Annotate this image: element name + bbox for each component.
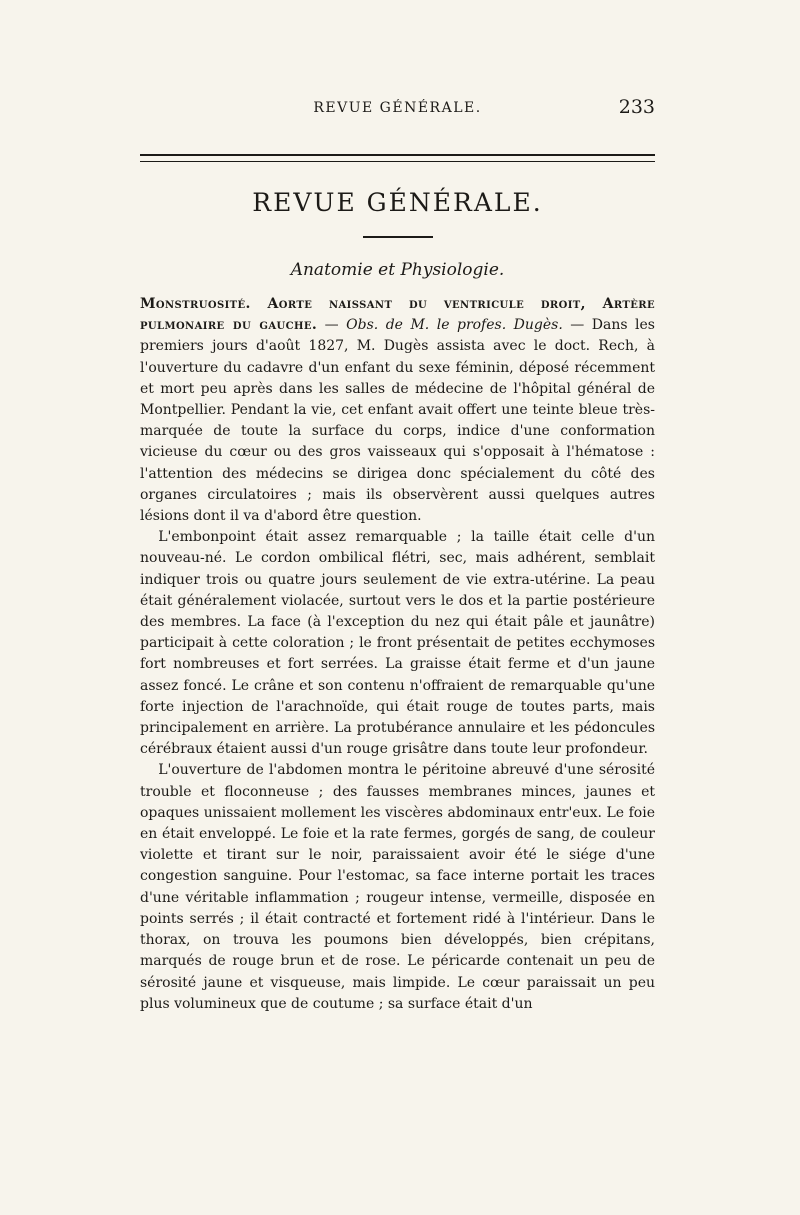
article-body: [140, 294, 655, 1015]
title-short-rule: [363, 236, 433, 238]
paragraph-1: [140, 294, 655, 527]
heading-separator: —: [317, 317, 347, 334]
page-number: 233: [618, 96, 655, 118]
running-header: [140, 96, 655, 126]
observation-attribution: Obs. de M. le profes. Dugès.: [346, 317, 563, 334]
section-title: REVUE GÉNÉRALE.: [252, 188, 543, 217]
paragraph-2: L'embonpoint était assez remarquable ; la taille était celle d'un nouveau-né. Le cordon ombilical flétri, sec, mais adhérent, semblait indiquer trois ou quatre jours seulement de vie extra-utérine. La peau était généralement violacée, surtout vers le dos et la partie postérieure des membres. La face (à l'exception du nez qui était pâle et jaunâtre) participait à cette coloration ; le front présentait de petites ecchymoses fort nombreuses et fort serrées. La graisse était ferme et d'un jaune assez foncé. Le crâne et son contenu n'offraient de remarquable qu'une forte injection de l'arachnoïde, qui était rouge de toutes parts, mais principalement en arrière. La protubérance annulaire et les pédoncules cérébraux étaient aussi d'un rouge grisâtre dans toute leur profondeur.: [140, 529, 655, 758]
heading-separator-2: —: [562, 317, 592, 334]
running-title: REVUE GÉNÉRALE.: [313, 100, 482, 116]
paragraph-1-text: Dans les premiers jours d'août 1827, M. Dugès assista avec le doct. Rech, à l'ouverture du cadavre d'un enfant du sexe féminin, déposé récemment et mort peu après dans les salles de médecine de l'hôpital général de Montpellier. Pendant la vie, cet enfant avait offert une teinte bleue très-marquée de toute la surface du corps, indice d'une conformation vicieuse du cœur ou des gros vaisseaux qui s'opposait à l'hématose : l'attention des médecins se dirigea donc spécialement du côté des organes circulatoires ; mais ils observèrent aussi quelques autres lésions dont il va d'abord être question.: [140, 317, 655, 525]
subsection-title: Anatomie et Physiologie.: [290, 260, 505, 280]
article-heading: Monstruosité. Aorte naissant du ventricule droit, Artère pulmonaire du gauche.: [140, 296, 655, 334]
header-double-rule: [140, 154, 655, 162]
paragraph-3: L'ouverture de l'abdomen montra le péritoine abreuvé d'une sérosité trouble et floconneuse ; des fausses membranes minces, jaunes et opaques unissaient mollement les viscères abdominaux entr'eux. Le foie en était enveloppé. Le foie et la rate fermes, gorgés de sang, de couleur violette et tirant sur le noir, paraissaient avoir été le siége d'une congestion sanguine. Pour l'estomac, sa face interne portait les traces d'une véritable inflammation ; rougeur intense, vermeille, disposée en points serrés ; il était contracté et fortement ridé à l'intérieur. Dans le thorax, on trouva les poumons bien développés, bien crépitans, marqués de rouge brun et de rose. Le péricarde contenait un peu de sérosité jaune et visqueuse, mais limpide. Le cœur paraissait un peu plus volumineux que de coutume ; sa surface était d'un: [140, 762, 655, 1012]
